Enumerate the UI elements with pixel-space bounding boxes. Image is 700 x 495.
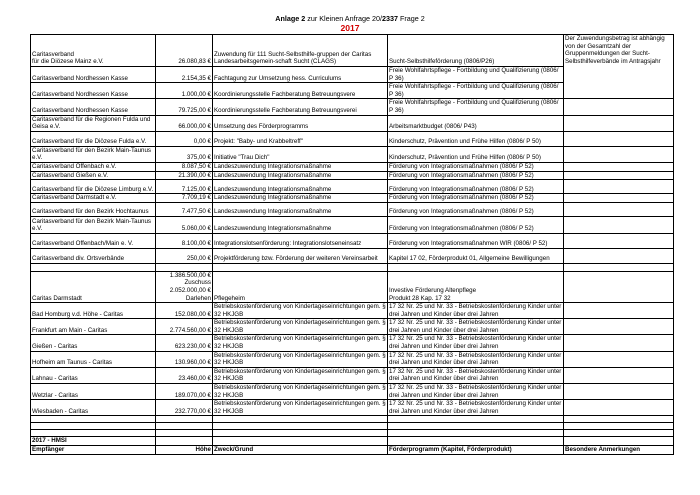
remarks-cell bbox=[564, 216, 674, 233]
table-row bbox=[31, 303, 674, 319]
recipient-cell: Caritasverband Nordhessen Kasse bbox=[31, 67, 156, 83]
program-cell: Kinderschutz, Prävention und Frühe Hilfen (0806/ P 50) bbox=[388, 146, 564, 162]
purpose-cell: Landeszuwendung Integrationsmaßnahme bbox=[213, 194, 388, 203]
table-row bbox=[31, 216, 674, 233]
amount-line: Darlehen bbox=[185, 294, 211, 302]
amount-cell: 26.080,83 € bbox=[156, 35, 213, 67]
purpose-cell: Betriebskostenförderung von Kindertageseinrichtungen gem. § 32 HKJGB bbox=[214, 367, 386, 383]
section-label: 2017 - HMSI bbox=[31, 437, 156, 446]
empty-cell bbox=[388, 423, 564, 430]
remarks-cell bbox=[564, 384, 674, 400]
amount-cell: 130.960,00 € bbox=[156, 351, 213, 367]
table-row bbox=[31, 115, 674, 131]
purpose-cell: Projekt: "Baby- und Krabbeltreff" bbox=[213, 131, 388, 146]
amount-cell: 623.230,00 € bbox=[156, 335, 213, 351]
amount-cell: 7.709,19 € bbox=[156, 194, 213, 203]
gap-row bbox=[31, 263, 674, 271]
program-cell: Sucht-Selbsthilfeförderung (0806/P26) bbox=[388, 35, 564, 67]
table-row bbox=[31, 35, 674, 67]
table-row bbox=[31, 400, 674, 416]
amount-cell: 250,00 € bbox=[156, 248, 213, 263]
purpose-cell: Betriebskostenförderung von Kindertageseinrichtungen gem. § 32 HKJGB bbox=[214, 319, 386, 334]
program-cell: Förderung von Integrationsmaßnahmen (0806/ P 52) bbox=[388, 202, 564, 216]
purpose-cell: Koordinierungsstelle Fachberatung Betreuungsverei bbox=[213, 99, 388, 115]
program-line: Investive Förderung Altenpflege bbox=[389, 286, 477, 294]
recipient-cell: Caritasverband für den Bezirk Hochtaunus bbox=[31, 202, 156, 216]
table-row bbox=[31, 180, 674, 194]
remarks-cell bbox=[564, 335, 674, 351]
recipient-cell: Caritasverband Offenbach e.V. bbox=[31, 162, 156, 171]
empty-cell bbox=[156, 430, 213, 437]
recipient-cell: Wiesbaden - Caritas bbox=[31, 400, 156, 416]
empty-cell bbox=[564, 416, 674, 423]
program-cell: 17 32 Nr. 25 und Nr. 33 - Betriebskostenförderung Kinder unter drei Jahren und Kinder über drei Jahren bbox=[388, 351, 564, 367]
purpose-cell: Zuwendung für 111 Sucht-Selbsthilfe-gruppen der Caritas Landesarbeitsgemein-schaft Sucht (CLAGS) bbox=[213, 35, 388, 67]
inquiry-number: 2337 bbox=[381, 14, 398, 23]
gap-row bbox=[31, 430, 674, 437]
remarks-cell bbox=[564, 319, 674, 335]
amount-cell: 2.154,35 € bbox=[156, 67, 213, 83]
amount-cell: 2.774.560,00 € bbox=[156, 319, 213, 335]
amount-cell: 7.125,00 € bbox=[156, 180, 213, 194]
table-row bbox=[31, 271, 674, 302]
amount-cell: 189.070,00 € bbox=[156, 384, 213, 400]
recipient-cell: Caritasverband div. Ortsverbände bbox=[31, 248, 156, 263]
table-row bbox=[31, 202, 674, 216]
recipient-cell: Lahnau - Caritas bbox=[31, 367, 156, 383]
amount-cell bbox=[156, 271, 213, 302]
amount-line: 2.052.000,00 € bbox=[169, 286, 211, 294]
amount-cell: 66.000,00 € bbox=[156, 115, 213, 131]
amount-cell: 232.770,00 € bbox=[156, 400, 213, 416]
recipient-cell: Wetzlar - Caritas bbox=[31, 384, 156, 400]
empty-cell bbox=[156, 416, 213, 423]
table-row bbox=[31, 162, 674, 171]
empty-cell bbox=[156, 423, 213, 430]
recipient-cell: Caritasverband für die Diözese Mainz e.V. bbox=[31, 35, 156, 67]
remarks-cell bbox=[564, 303, 674, 319]
purpose-cell: Betriebskostenförderung von Kindertageseinrichtungen gem. § 32 HKJGB bbox=[214, 335, 386, 351]
program-cell: Freie Wohlfahrtspflege - Fortbildung und Qualifizierung (0806/ P 36) bbox=[388, 99, 564, 115]
program-cell: Förderung von Integrationsmaßnahmen (0806/ P 52) bbox=[388, 162, 564, 171]
annex-label: Anlage 2 bbox=[275, 14, 306, 23]
program-line: Produkt 28 Kap. 17 32 bbox=[389, 294, 451, 302]
remarks-cell bbox=[564, 202, 674, 216]
table-row bbox=[31, 319, 674, 335]
program-cell: 17 32 Nr. 25 und Nr. 33 - Betriebskostenförderung Kinder unter drei Jahren und Kinder über drei Jahren bbox=[388, 400, 564, 416]
empty-cell bbox=[31, 423, 156, 430]
purpose-cell: Landeszuwendung Integrationsmaßnahme bbox=[213, 162, 388, 171]
recipient-cell: Frankfurt am Main - Caritas bbox=[31, 319, 156, 335]
title-middle: zur Kleinen Anfrage 20/ bbox=[305, 14, 382, 23]
amount-cell: 152.080,00 € bbox=[156, 303, 213, 319]
remarks-cell bbox=[564, 171, 674, 180]
empty-cell bbox=[213, 437, 388, 446]
purpose-cell: Umsetzung des Förderprogramms bbox=[213, 115, 388, 131]
program-cell: 17 32 Nr. 25 und Nr. 33 - Betriebskostenförderung Kinder unter drei Jahren und Kinder über drei Jahren bbox=[388, 335, 564, 351]
amount-cell: 79.725,00 € bbox=[156, 99, 213, 115]
amount-cell: 23.460,00 € bbox=[156, 367, 213, 383]
amount-line: 1.386.500,00 € bbox=[169, 271, 211, 279]
table-row bbox=[31, 194, 674, 203]
recipient-cell: Caritasverband Nordhessen Kasse bbox=[31, 99, 156, 115]
program-cell: Förderung von Integrationsmaßnahmen (0806/ P 52) bbox=[388, 180, 564, 194]
program-cell: Freie Wohlfahrtspflege - Fortbildung und Qualifizierung (0806/ P 36) bbox=[388, 83, 564, 99]
purpose-cell: Integrationslotsenförderung: Integrationslotseneinsatz bbox=[213, 233, 388, 248]
empty-cell bbox=[388, 437, 564, 446]
remarks-cell bbox=[564, 400, 674, 416]
recipient-cell: Caritasverband Darmstadt e.V. bbox=[31, 194, 156, 203]
funding-table bbox=[30, 34, 674, 455]
remarks-cell bbox=[564, 248, 674, 263]
program-cell: 17 32 Nr. 25 und Nr. 33 - Betriebskostenförderung Kinder unter drei Jahren und Kinder über drei Jahren bbox=[388, 303, 564, 319]
empty-cell bbox=[31, 430, 156, 437]
purpose-cell: Initiative "Trau Dich" bbox=[213, 146, 388, 162]
remarks-cell bbox=[564, 131, 674, 146]
recipient-cell: Gießen - Caritas bbox=[31, 335, 156, 351]
empty-cell bbox=[564, 263, 674, 271]
remarks-cell bbox=[564, 146, 674, 162]
empty-cell bbox=[213, 263, 388, 271]
program-cell bbox=[388, 271, 564, 302]
recipient-cell: Caritasverband für den Bezirk Main-Taunus e.V. bbox=[31, 146, 156, 162]
program-cell: Kapitel 17 02, Förderprodukt 01, Allgemeine Bewilligungen bbox=[388, 248, 564, 263]
column-header: Höhe bbox=[156, 446, 213, 455]
empty-cell bbox=[388, 263, 564, 271]
remarks-cell: Der Zuwendungsbetrag ist abhängig von der Gesamtzahl der Gruppenmeldungen der Sucht-Selbsthilfeverbände im Antragsjahr bbox=[564, 35, 674, 99]
table-row bbox=[31, 335, 674, 351]
empty-cell bbox=[564, 437, 674, 446]
table-row bbox=[31, 384, 674, 400]
remarks-cell bbox=[564, 194, 674, 203]
column-header: Zweck/Grund bbox=[213, 446, 388, 455]
remarks-cell bbox=[564, 271, 674, 302]
recipient-cell: Hofheim am Taunus - Caritas bbox=[31, 351, 156, 367]
empty-cell bbox=[564, 423, 674, 430]
program-cell: Förderung von Integrationsmaßnahmen WIR (0806/ P 52) bbox=[388, 233, 564, 248]
gap-row bbox=[31, 423, 674, 430]
empty-cell bbox=[564, 430, 674, 437]
amount-line: Zuschuss bbox=[184, 279, 211, 287]
recipient-cell: Caritasverband für den Bezirk Main-Taunus e.V. bbox=[31, 216, 156, 233]
column-header: Förderprogramm (Kapitel, Förderprodukt) bbox=[388, 446, 564, 455]
empty-cell bbox=[31, 263, 156, 271]
column-header: Besondere Anmerkungen bbox=[564, 446, 674, 455]
amount-cell: 1.000,00 € bbox=[156, 83, 213, 99]
amount-cell: 21.390,00 € bbox=[156, 171, 213, 180]
purpose-cell: Landeszuwendung Integrationsmaßnahme bbox=[213, 171, 388, 180]
purpose-cell: Betriebskostenförderung von Kindertageseinrichtungen gem. § 32 HKJGB bbox=[214, 303, 386, 318]
amount-cell: 0,00 € bbox=[156, 131, 213, 146]
empty-cell bbox=[31, 416, 156, 423]
remarks-cell bbox=[564, 367, 674, 383]
table-row bbox=[31, 248, 674, 263]
table-row bbox=[31, 99, 674, 115]
purpose-cell: Betriebskostenförderung von Kindertageseinrichtungen gem. § 32 HKJGB bbox=[214, 384, 386, 399]
table-row bbox=[31, 367, 674, 383]
purpose-cell: Landeszuwendung Integrationsmaßnahme bbox=[213, 216, 388, 233]
amount-cell: 8.100,00 € bbox=[156, 233, 213, 248]
program-cell: 17 32 Nr. 25 und Nr. 33 - Betriebskostenförderung Kinder unter drei Jahren und Kinder über drei Jahren bbox=[388, 384, 564, 400]
program-cell: Arbeitsmarktbudget (0806/ P43) bbox=[388, 115, 564, 131]
remarks-cell bbox=[564, 351, 674, 367]
remarks-cell bbox=[564, 180, 674, 194]
recipient-cell: Caritasverband für die Diözese Fulda e.V. bbox=[31, 131, 156, 146]
program-cell: 17 32 Nr. 25 und Nr. 33 - Betriebskostenförderung Kinder unter drei Jahren und Kinder über drei Jahren bbox=[388, 319, 564, 335]
program-cell: Freie Wohlfahrtspflege - Fortbildung und Qualifizierung (0806/ P 36) bbox=[388, 67, 564, 83]
program-cell: 17 32 Nr. 25 und Nr. 33 - Betriebskostenförderung Kinder unter drei Jahren und Kinder über drei Jahren bbox=[388, 367, 564, 383]
purpose-cell: Betriebskostenförderung von Kindertageseinrichtungen gem. § 32 HKJGB bbox=[214, 400, 386, 415]
amount-cell: 5.060,00 € bbox=[156, 216, 213, 233]
table-row bbox=[31, 351, 674, 367]
section-row bbox=[31, 437, 674, 446]
purpose-cell: Landeszuwendung Integrationsmaßnahme bbox=[213, 180, 388, 194]
purpose-cell: Projektförderung bzw. Förderung der weiteren Vereinsarbeit bbox=[213, 248, 388, 263]
document-title bbox=[0, 14, 700, 23]
recipient-cell: Bad Homburg v.d. Höhe - Caritas bbox=[31, 303, 156, 319]
recipient-cell: Caritasverband Offenbach/Main e. V. bbox=[31, 233, 156, 248]
amount-cell: 7.477,50 € bbox=[156, 202, 213, 216]
purpose-cell: Koordinierungsstelle Fachberatung Betreuungsvere bbox=[213, 83, 388, 99]
remarks-cell bbox=[564, 233, 674, 248]
table-row bbox=[31, 146, 674, 162]
empty-cell bbox=[388, 416, 564, 423]
remarks-cell bbox=[564, 162, 674, 171]
program-cell: Kinderschutz, Prävention und Frühe Hilfen (0806/ P 50) bbox=[388, 131, 564, 146]
program-cell: Förderung von Integrationsmaßnahmen (0806/ P 52) bbox=[388, 171, 564, 180]
recipient-cell: Caritasverband Gießen e.V. bbox=[31, 171, 156, 180]
empty-cell bbox=[388, 430, 564, 437]
empty-cell bbox=[156, 437, 213, 446]
purpose-cell: Landeszuwendung Integrationsmaßnahme bbox=[213, 202, 388, 216]
program-cell: Förderung von Integrationsmaßnahmen (0806/ P 52) bbox=[388, 194, 564, 203]
column-header: Empfänger bbox=[31, 446, 156, 455]
purpose-cell: Betriebskostenförderung von Kindertageseinrichtungen gem. § 32 HKJGB bbox=[214, 351, 386, 367]
remarks-cell bbox=[564, 115, 674, 131]
amount-cell: 375,00 € bbox=[156, 146, 213, 162]
recipient-cell: Caritasverband für die Regionen Fulda und Geisa e.V. bbox=[31, 115, 156, 131]
table-row bbox=[31, 233, 674, 248]
column-header-row bbox=[31, 446, 674, 455]
empty-cell bbox=[213, 416, 388, 423]
table-row bbox=[31, 171, 674, 180]
year-heading: 2017 bbox=[340, 23, 360, 33]
purpose-cell: Pflegeheim bbox=[213, 271, 388, 302]
amount-cell: 8.087,50 € bbox=[156, 162, 213, 171]
gap-row bbox=[31, 416, 674, 423]
empty-cell bbox=[213, 430, 388, 437]
recipient-cell: Caritas Darmstadt bbox=[31, 271, 156, 302]
purpose-cell: Fachtagung zur Umsetzung hess. Curriculums bbox=[213, 67, 388, 83]
remarks-cell bbox=[564, 99, 674, 115]
table-row bbox=[31, 131, 674, 146]
title-suffix: Frage 2 bbox=[397, 14, 425, 23]
recipient-cell: Caritasverband für die Diözese Limburg e.V. bbox=[31, 180, 156, 194]
program-cell: Förderung von Integrationsmaßnahmen (0806/ P 52) bbox=[388, 216, 564, 233]
empty-cell bbox=[156, 263, 213, 271]
recipient-cell: Caritasverband Nordhessen Kasse bbox=[31, 83, 156, 99]
empty-cell bbox=[213, 423, 388, 430]
